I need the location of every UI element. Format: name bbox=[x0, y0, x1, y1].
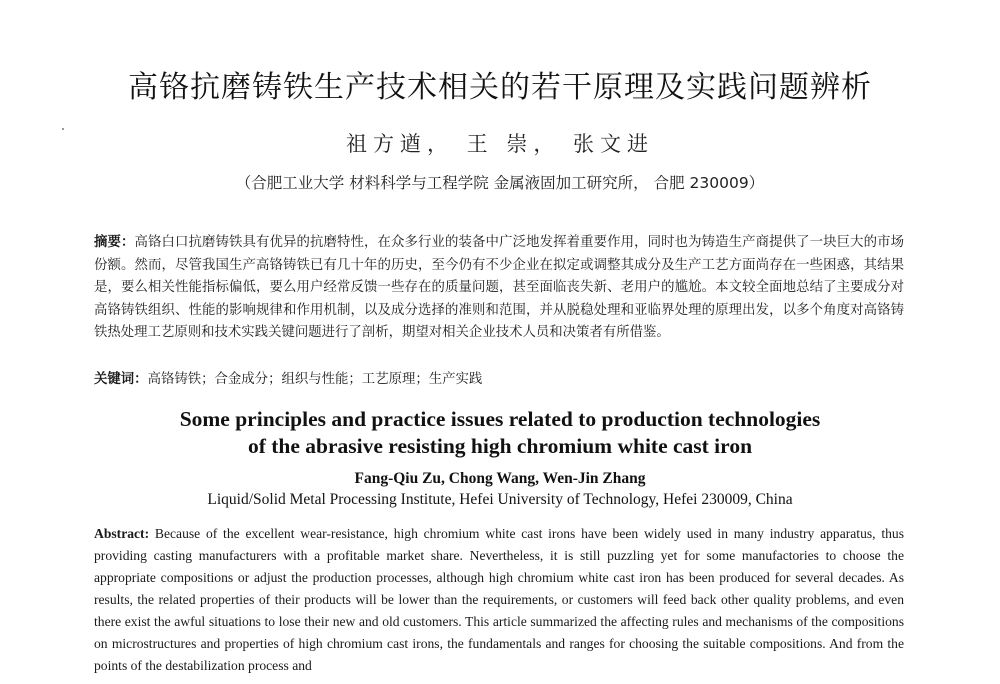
english-title-line-1: Some principles and practice issues related to production technologies bbox=[179, 407, 821, 431]
english-title-line-2: of the abrasive resisting high chromium white cast iron bbox=[247, 434, 753, 458]
english-abstract bbox=[94, 523, 904, 677]
english-affiliation: Liquid/Solid Metal Processing Institute, Hefei University of Technology, Hefei 230009, China bbox=[207, 491, 793, 508]
chinese-abstract-label: 摘要： bbox=[94, 235, 135, 250]
chinese-title: 高铬抗磨铸铁生产技术相关的若干原理及实践问题辨析 bbox=[128, 70, 872, 105]
chinese-abstract-text: 高铬白口抗磨铸铁具有优异的抗磨特性，在众多行业的装备中广泛地发挥着重要作用，同时也为铸造生产商提供了一块巨大的市场份额。然而，尽管我国生产高铬铸铁已有几十年的历史，至今仍有不少企业在拟定或调整其成分及生产工艺方面尚存在一些困惑，其结果是，要么相关性能指标偏低，要么用户经常反馈一些存在的质量问题，甚至面临丧失新、老用户的尴尬。本文较全面地总结了主要成分对高铬铸铁组织、性能的影响规律和作用机制，以及成分选择的准则和范围，并从脱稳处理和亚临界处理的原理出发，以多个角度对高铬铸铁热处理工艺原则和技术实践关键问题进行了剖析，期望对相关企业技术人员和决策者有所借鉴。 bbox=[94, 235, 905, 340]
english-authors: Fang-Qiu Zu, Chong Wang, Wen-Jin Zhang bbox=[354, 470, 646, 487]
chinese-abstract bbox=[94, 232, 904, 345]
chinese-affiliation: （合肥工业大学 材料科学与工程学院 金属液固加工研究所， 合肥 230009） bbox=[235, 174, 765, 192]
chinese-authors: 祖方遒， 王 崇， 张文进 bbox=[345, 132, 655, 156]
english-title bbox=[0, 406, 1000, 460]
english-abstract-label: Abstract: bbox=[94, 526, 150, 541]
chinese-keywords-label: 关键词： bbox=[94, 372, 148, 387]
chinese-keywords-text: 高铬铸铁；合金成分；组织与性能；工艺原理；生产实践 bbox=[147, 372, 483, 387]
english-abstract-text: Because of the excellent wear-resistance, high chromium white cast irons have been widely used in many industry apparatus, thus providing casting manufacturers with a profitable market share. Nevertheless, it is still puzzling yet for some manufactories to choose the appropriate compositions or adjust the production processes, although high chromium white cast iron has been produced for several decades. As results, the related properties of their products will be lower than the requirements, or customers will feed back other quality problems, and even there exist the awful situations to lose their new and old customers. This article summarized the affecting rules and mechanisms of the compositions on microstructures and properties of high chromium cast irons, the fundamentals and ranges for choosing the suitable compositions. And from the points of the destabilization process and bbox=[94, 526, 904, 673]
chinese-keywords bbox=[94, 370, 904, 390]
